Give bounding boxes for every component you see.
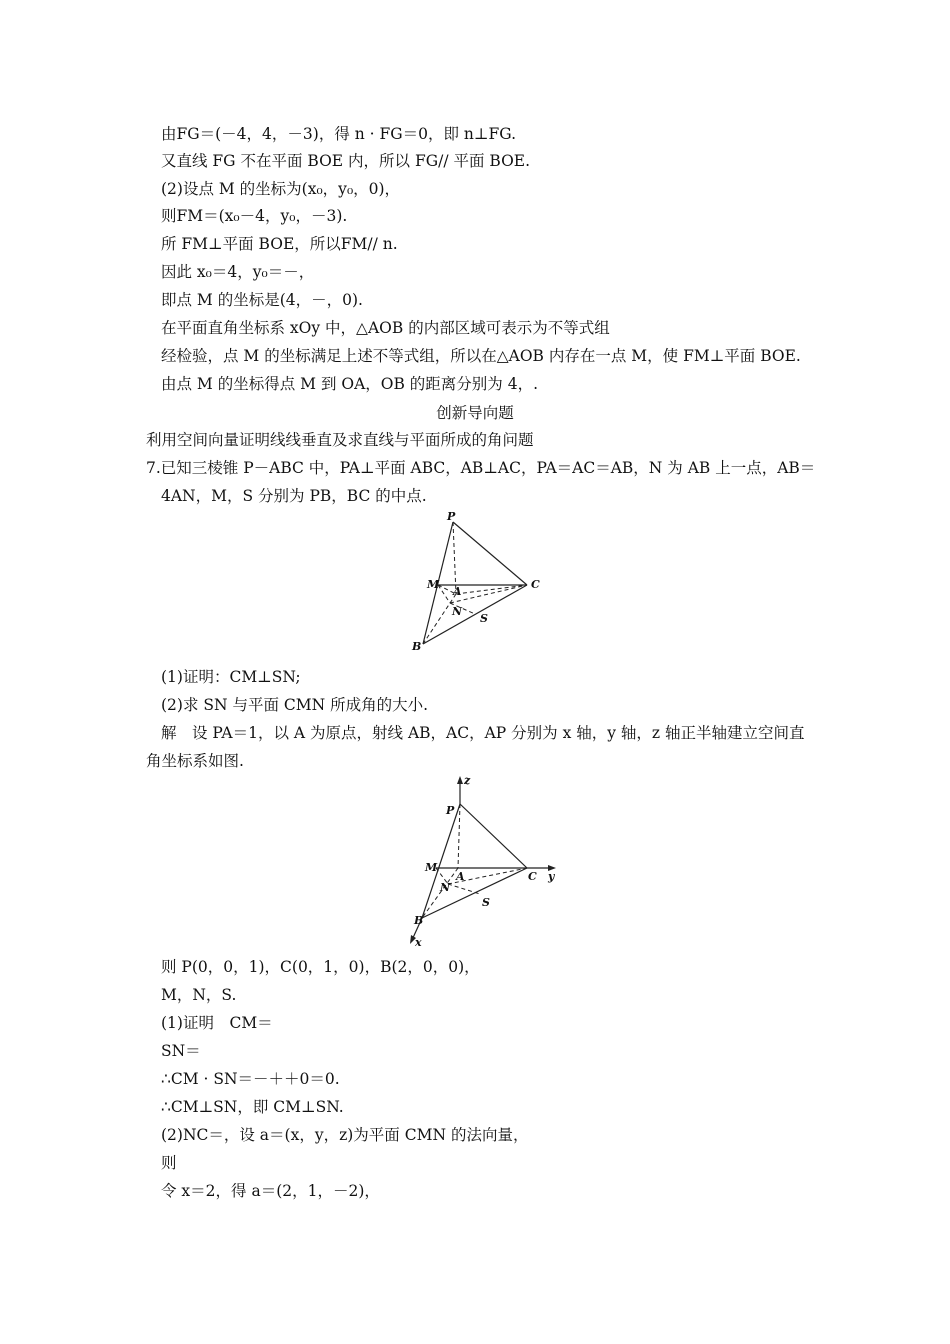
label-y: y	[548, 870, 555, 883]
edge-ab	[423, 594, 456, 644]
text-line: (2)设点 M 的坐标为(x₀，y₀，0)，	[161, 180, 401, 198]
label-z: z	[464, 776, 471, 787]
label-s: S	[480, 612, 488, 625]
label-c: C	[528, 870, 537, 883]
edge-pa	[458, 804, 460, 868]
text-line: 即点 M 的坐标是(4，－，0).	[161, 291, 363, 309]
label-n: N	[440, 881, 451, 894]
text-line: 又直线 FG 不在平面 BOE 内，所以 FG// 平面 BOE.	[161, 152, 531, 170]
label-a: A	[456, 870, 465, 883]
label-b: B	[412, 640, 422, 653]
segment-ns	[448, 884, 480, 894]
label-x: x	[415, 936, 422, 949]
text-line: ∴CM⊥SN，即 CM⊥SN.	[161, 1098, 344, 1116]
segment-mn	[438, 585, 450, 603]
text-line: 则FM＝(x₀－4，y₀，－3).	[161, 207, 348, 225]
solution-intro: 解 设 PA＝1，以 A 为原点，射线 AB，AC，AP 分别为 x 轴，y 轴，z 轴正半轴建立空间直	[161, 724, 805, 742]
text-line: 由点 M 的坐标得点 M 到 OA，OB 的距离分别为 4，.	[161, 375, 539, 393]
tetrahedron-figure	[400, 508, 560, 658]
edge-ac	[456, 585, 527, 594]
label-a: A	[453, 585, 462, 598]
axis-z-arrow	[457, 776, 463, 784]
text-line: SN＝	[161, 1042, 201, 1060]
problem-statement: 7.已知三棱锥 P－ABC 中，PA⊥平面 ABC，AB⊥AC，PA＝AC＝AB，N 为 AB 上一点，AB＝	[146, 459, 816, 477]
section-subtitle: 利用空间向量证明线线垂直及求直线与平面所成的角问题	[146, 431, 534, 449]
label-n: N	[452, 605, 463, 618]
text-line: 所 FM⊥平面 BOE，所以FM// n.	[161, 235, 398, 253]
label-b: B	[414, 914, 424, 927]
text-line: 则 P(0，0，1)，C(0，1，0)，B(2，0，0)，	[161, 958, 480, 976]
text-line: M，N，S.	[161, 986, 237, 1004]
label-p: P	[447, 510, 456, 523]
text-line: (1)证明 CM＝	[161, 1014, 273, 1032]
edge-pc	[453, 522, 527, 585]
label-c: C	[531, 578, 540, 591]
tetrahedron-svg	[400, 508, 560, 658]
text-line: ∴CM · SN＝－＋＋0＝0.	[161, 1070, 340, 1088]
edge-bc	[422, 868, 527, 918]
edge-pa	[453, 522, 456, 594]
label-m: M	[425, 861, 438, 874]
section-title: 创新导向题	[436, 404, 514, 422]
question-1: (1)证明：CM⊥SN;	[161, 668, 301, 686]
text-line: 经检验，点 M 的坐标满足上述不等式组，所以在△AOB 内存在一点 M，使 FM⊥平面 BOE.	[161, 347, 801, 365]
text-line: 因此 x₀＝4，y₀＝－，	[161, 263, 315, 281]
text-line: 则	[161, 1154, 177, 1172]
coordinate-svg	[400, 776, 570, 951]
solution-intro-cont: 角坐标系如图.	[146, 752, 244, 770]
label-s: S	[482, 896, 490, 909]
text-line: 在平面直角坐标系 xOy 中，△AOB 的内部区域可表示为不等式组	[161, 319, 610, 337]
label-p: P	[446, 804, 455, 817]
problem-statement-cont: 4AN，M，S 分别为 PB，BC 的中点.	[161, 487, 427, 505]
label-m: M	[427, 578, 440, 591]
text-line: 令 x＝2，得 a＝(2，1，－2)，	[161, 1182, 380, 1200]
text-line: 由FG＝(－4，4，－3)，得 n · FG＝0，即 n⊥FG.	[161, 125, 517, 143]
edge-pc	[460, 804, 527, 868]
segment-nc	[450, 585, 527, 603]
coordinate-figure	[400, 776, 570, 951]
question-2: (2)求 SN 与平面 CMN 所成角的大小.	[161, 696, 429, 714]
text-line: (2)NC＝，设 a＝(x，y，z)为平面 CMN 的法向量，	[161, 1126, 529, 1144]
edge-bc	[423, 585, 527, 644]
